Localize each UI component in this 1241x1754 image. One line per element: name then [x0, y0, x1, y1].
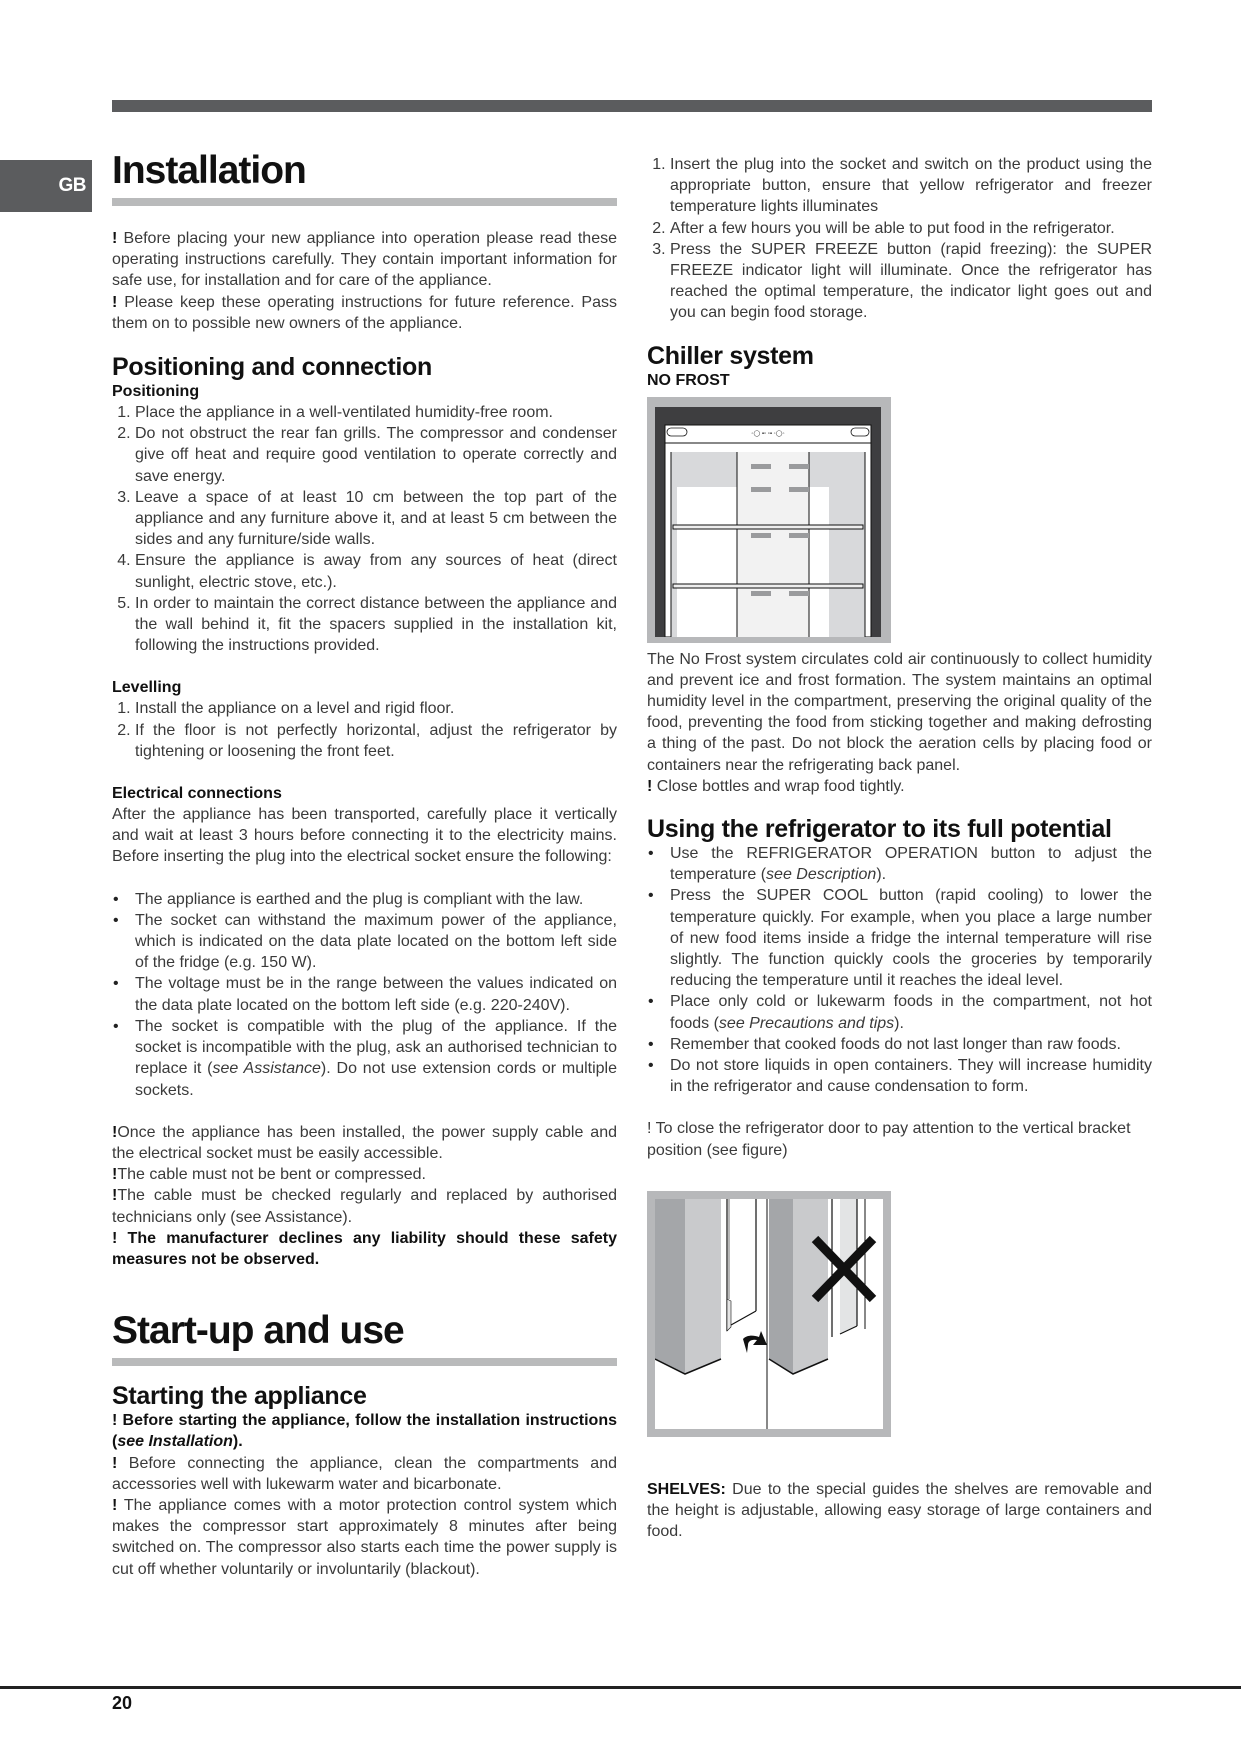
- warning-para: !Once the appliance has been installed, the power supply cable and the electrical socket must be easily accessible.: [112, 1123, 617, 1162]
- list-item: 3. Press the SUPER FREEZE button (rapid freezing): the SUPER FREEZE indicator light will illuminate. Once the refrigerator has reached the optimal temperature, the indicator light goes out and you can begin food storage.: [670, 239, 1152, 324]
- list-item: 2. After a few hours you will be able to put food in the refrigerator.: [670, 218, 1152, 239]
- cross-reference: see Description: [766, 866, 877, 884]
- intro-para-1: ! Before placing your new appliance into operation please read these operating instructions carefully. They contain important information for safe use, for installation and for care of the appliance.: [112, 230, 617, 290]
- list-item: 2. Do not obstruct the rear fan grills. The compressor and condenser give off heat and require good ventilation to operate correctly and save energy.: [135, 423, 617, 487]
- list-item: • Press the SUPER COOL button (rapid cooling) to lower the temperature quickly. For example, when you place a large number of new food items inside a fridge the internal temperature will rise slightly. The function quickly cools the groceries by temporarily reducing the temperature until it reaches the ideal level.: [670, 885, 1152, 991]
- door-bracket-note: ! To close the refrigerator door to pay attention to the vertical bracket position (see figure): [647, 1120, 1131, 1159]
- no-frost-description: The No Frost system circulates cold air continuously to collect humidity and prevent ice and frost formation. The system maintains an optimal humidity level in the compartment, preserving the original quality of the food, preventing the food from sticking together and making defrosting a thing of the past. Do not block the aeration cells by placing food or containers near the refrigerating back panel.: [647, 650, 1152, 774]
- electrical-checklist: [112, 889, 617, 1101]
- electrical-intro: After the appliance has been transported, carefully place it vertically and wait at least 3 hours before connecting it to the electricity mains. Before inserting the plug into the electrical socket ensure the following:: [112, 806, 617, 866]
- title-rule: [112, 198, 617, 206]
- list-item: 5. In order to maintain the correct distance between the appliance and the wall behind it, fit the spacers supplied in the installation kit, following the instructions provided.: [135, 593, 617, 657]
- page-number: 20: [112, 1693, 133, 1713]
- heading-positioning: Positioning: [112, 383, 200, 401]
- cross-reference: see Precautions and tips: [718, 1014, 895, 1032]
- section-title-startup: Start-up and use: [112, 1309, 404, 1353]
- list-item: • Use the REFRIGERATOR OPERATION button to adjust the temperature (see Description).: [670, 843, 1152, 885]
- door-bracket-figure: [647, 1191, 891, 1437]
- startup-steps: [647, 154, 1152, 324]
- list-item: 2. If the floor is not perfectly horizontal, adjust the refrigerator by tightening or loosening the front feet.: [135, 720, 617, 762]
- startup-para: ! The appliance comes with a motor protection control system which makes the compressor start approximately 8 minutes after being switched on. The compressor also starts each time the power supply is cut off whether voluntarily or involuntarily (blackout).: [112, 1496, 617, 1578]
- footer-rule: [0, 1686, 1241, 1689]
- cross-reference: see Assistance: [212, 1060, 321, 1078]
- list-item: • Remember that cooked foods do not last longer than raw foods.: [670, 1034, 1152, 1055]
- list-item: 1. Place the appliance in a well-ventilated humidity-free room.: [135, 402, 617, 423]
- list-item: • The appliance is earthed and the plug is compliant with the law.: [135, 889, 617, 910]
- heading-levelling: Levelling: [112, 679, 182, 697]
- heading-starting-appliance: Starting the appliance: [112, 1382, 367, 1411]
- full-potential-list: [647, 843, 1152, 1097]
- fridge-interior-illustration: [655, 407, 881, 637]
- list-item: 1. Install the appliance on a level and rigid floor.: [135, 698, 617, 719]
- svg-text:◦◯ ▪▫ ▫▪ ◦◯◦: ◦◯ ▪▫ ▫▪ ◦◯◦: [751, 430, 785, 437]
- startup-para: ! Before connecting the appliance, clean the compartments and accessories well with lukewarm water and bicarbonate.: [112, 1454, 618, 1493]
- language-tab: GB: [0, 160, 92, 212]
- right-column: [647, 154, 1152, 1543]
- list-item: • The socket can withstand the maximum power of the appliance, which is indicated on the data plate located on the bottom left side of the fridge (e.g. 150 W).: [135, 910, 617, 974]
- heading-electrical: Electrical connections: [112, 785, 282, 803]
- shelves-label: SHELVES:: [647, 1480, 726, 1498]
- list-item: 4. Ensure the appliance is away from any sources of heat (direct sunlight, electric stove, etc.).: [135, 550, 617, 592]
- list-item: • Place only cold or lukewarm foods in the compartment, not hot foods (see Precautions and tips).: [670, 991, 1152, 1033]
- shelves-para: SHELVES: Due to the special guides the shelves are removable and the height is adjustable, allowing easy storage of large containers and food.: [647, 1480, 1152, 1541]
- heading-positioning-connection: Positioning and connection: [112, 353, 432, 382]
- heading-chiller-system: Chiller system: [647, 341, 814, 370]
- list-item: 1. Insert the plug into the socket and switch on the product using the appropriate button, ensure that yellow refrigerator and freezer temperature lights illuminates: [670, 154, 1152, 218]
- positioning-list: [112, 402, 617, 656]
- subheading-no-frost: NO FROST: [647, 371, 730, 389]
- header-bar: [112, 100, 1152, 112]
- warning-para: !The cable must not be bent or compressed.: [112, 1166, 426, 1184]
- section-title-installation: Installation: [112, 149, 306, 192]
- levelling-list: [112, 698, 617, 762]
- left-column: [112, 148, 617, 1580]
- startup-lead: ! Before starting the appliance, follow the installation instructions (see Installation).: [112, 1412, 617, 1451]
- list-item: • The voltage must be in the range between the values indicated on the data plate located on the bottom left side (e.g. 220-240V).: [135, 973, 617, 1015]
- list-item: • Do not store liquids in open containers. They will increase humidity in the refrigerator and cause condensation to form.: [670, 1055, 1152, 1097]
- cross-reference: see Installation: [117, 1433, 233, 1451]
- intro-para-2: ! Please keep these operating instructions for future reference. Pass them on to possible new owners of the appliance.: [112, 293, 618, 332]
- heading-full-potential: Using the refrigerator to its full potential: [647, 815, 1112, 844]
- no-frost-fridge-interior-figure: [647, 397, 891, 643]
- liability-notice: ! The manufacturer declines any liability should these safety measures not be observed.: [112, 1229, 617, 1268]
- title-rule: [112, 1358, 617, 1366]
- warning-para: !The cable must be checked regularly and replaced by authorised technicians only (see Assistance).: [112, 1187, 617, 1226]
- list-item: 3. Leave a space of at least 10 cm between the top part of the appliance and any furniture above it, and at least 5 cm between the sides and any furniture/side walls.: [135, 487, 617, 551]
- list-item: • The socket is compatible with the plug of the appliance. If the socket is incompatible with the plug, ask an authorised technician to replace it (see Assistance). Do not use extension cords or multiple sockets.: [135, 1016, 617, 1101]
- door-bracket-illustration: [655, 1199, 883, 1429]
- no-frost-note: ! Close bottles and wrap food tightly.: [647, 777, 905, 795]
